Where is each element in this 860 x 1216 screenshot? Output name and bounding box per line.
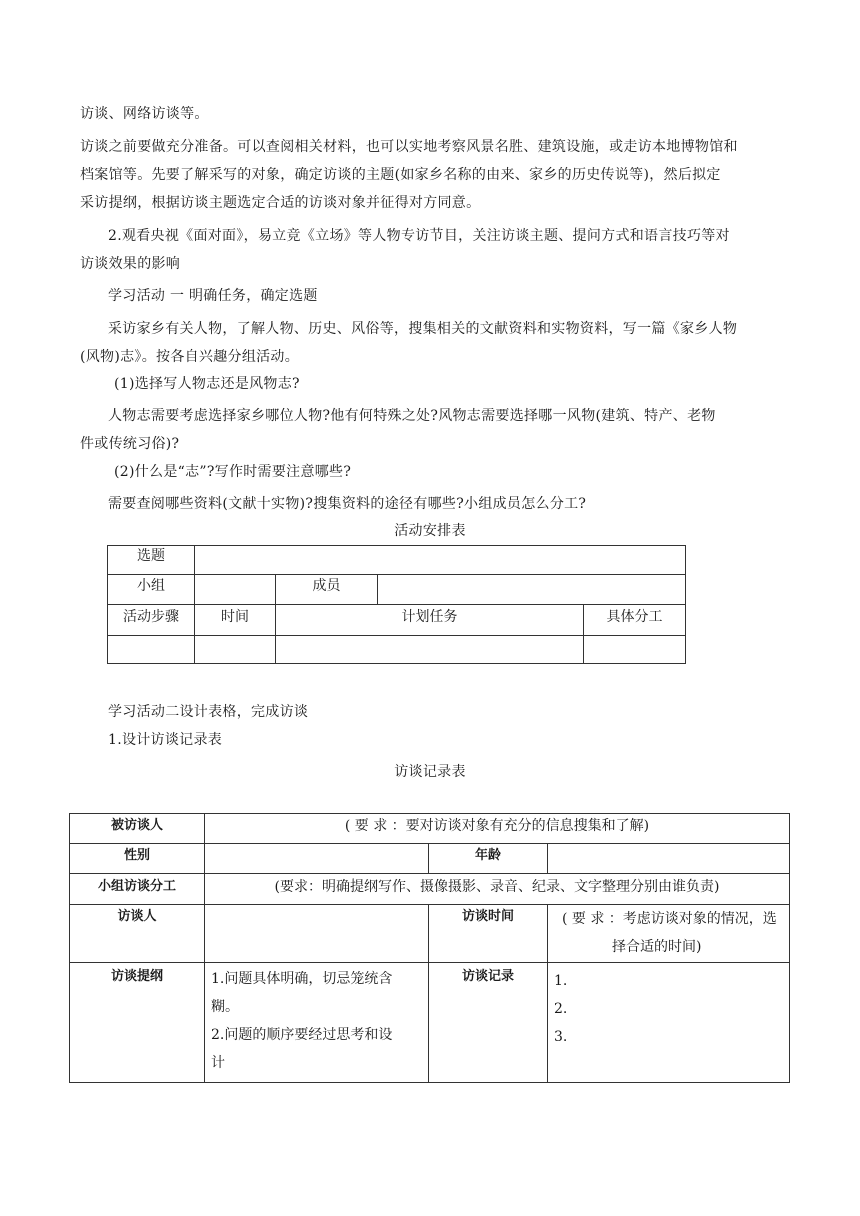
interviewee-requirement: ( 要 求 ：要对访谈对象有充分的信息搜集和了解) — [344, 818, 650, 834]
record-label: 访谈记录 — [461, 969, 514, 984]
plan-label: 计划任务 — [401, 609, 458, 625]
paragraph-line: 采访家乡有关人物，了解人物、历史、风俗等，搜集相关的文献资料和实物资料，写一篇《家乡人物 — [108, 321, 738, 337]
time-label-cell — [429, 905, 548, 963]
interviewee-label: 被访谈人 — [110, 818, 163, 833]
paragraph-line: 需要查阅哪些资料(文献十实物)?搜集资料的途径有哪些?小组成员怎么分工? — [108, 496, 587, 512]
table-title: 活动安排表 — [394, 523, 466, 539]
section-heading: 学习活动 一 明确任务，确定选题 — [108, 288, 318, 304]
outline-label-cell — [70, 963, 205, 1083]
age-label-cell — [429, 844, 548, 874]
paragraph-line: 访谈之前要做充分准备。可以查阅相关材料，也可以实地考察风景名胜、建筑设施，或走访本地博物馆和 — [80, 139, 738, 155]
group-label: 小组 — [137, 578, 165, 594]
outline-line: 2.问题的顺序要经过思考和设 — [211, 1027, 393, 1043]
age-value-cell[interactable] — [548, 844, 790, 874]
outline-label: 访谈提纲 — [110, 969, 163, 984]
paragraph-line: 2.观看央视《面对面》，易立竞《立场》等人物专访节目，关注访谈主题、提问方式和语言技巧等对 — [108, 228, 730, 244]
table-title: 访谈记录表 — [394, 764, 466, 780]
outline-value-cell[interactable] — [205, 963, 429, 1083]
interviewee-label-cell — [70, 814, 205, 844]
division-value-cell[interactable] — [584, 636, 686, 664]
record-item: 1. — [554, 973, 568, 989]
interview-time-label: 访谈时间 — [461, 909, 514, 924]
record-item: 3. — [554, 1029, 568, 1045]
group-label-cell — [108, 575, 195, 605]
paragraph-line: (1)选择写人物志还是风物志? — [114, 376, 300, 392]
paragraph-line: 件或传统习俗)? — [80, 436, 180, 452]
division-label-cell — [584, 605, 686, 636]
plan-label-cell — [276, 605, 584, 636]
time-req-cell[interactable] — [548, 905, 790, 963]
division-label: 小组访谈分工 — [97, 879, 176, 894]
paragraph-line: (2)什么是“志”?写作时需要注意哪些? — [114, 464, 352, 480]
time-value-cell[interactable] — [195, 636, 276, 664]
activity-table — [107, 545, 686, 664]
time-requirement-line: ( 要 求 ：考虑访谈对象的情况，选 — [562, 911, 777, 927]
paragraph-line: 人物志需要考虑选择家乡哪位人物?他有何特殊之处?风物志需要选择哪一风物(建筑、特产、老物 — [108, 408, 716, 424]
member-value-cell[interactable] — [378, 575, 686, 605]
division-label-cell — [70, 874, 205, 905]
outline-line: 计 — [211, 1055, 225, 1071]
section-heading: 学习活动二设计表格，完成访谈 — [108, 704, 309, 720]
paragraph-line: 访谈、网络访谈等。 — [80, 106, 209, 122]
topic-label-cell — [108, 546, 195, 575]
interviewer-label: 访谈人 — [117, 909, 157, 924]
time-requirement-line: 择合适的时间) — [612, 939, 702, 955]
age-label: 年龄 — [474, 848, 501, 863]
plan-value-cell[interactable] — [276, 636, 584, 664]
record-label-cell — [429, 963, 548, 1083]
outline-line: 1.问题具体明确，切忌笼统含 — [211, 971, 393, 987]
interviewee-req-cell[interactable] — [205, 814, 790, 844]
paragraph-line: (风物)志》。按各自兴趣分组活动。 — [80, 349, 300, 365]
outline-line: 糊。 — [211, 999, 239, 1015]
time-label-cell — [195, 605, 276, 636]
interview-record-table — [69, 813, 790, 1083]
paragraph-line: 档案馆等。先要了解采写的对象，确定访谈的主题(如家乡名称的由来、家乡的历史传说等)，然后拟定 — [80, 167, 721, 183]
gender-label-cell — [70, 844, 205, 874]
member-label-cell — [276, 575, 378, 605]
topic-label: 选题 — [137, 548, 165, 564]
interviewer-label-cell — [70, 905, 205, 963]
record-value-cell[interactable] — [548, 963, 790, 1083]
group-value-cell[interactable] — [195, 575, 276, 605]
paragraph-line: 采访提纲，根据访谈主题选定合适的访谈对象并征得对方同意。 — [80, 195, 481, 211]
steps-label: 活动步骤 — [123, 609, 179, 625]
paragraph-line: 1.设计访谈记录表 — [108, 732, 223, 748]
division-requirement: (要求：明确提纲写作、摄像摄影、录音、纪录、文字整理分别由谁负责) — [274, 879, 720, 895]
gender-value-cell[interactable] — [205, 844, 429, 874]
steps-label-cell — [108, 605, 195, 636]
topic-value-cell[interactable] — [195, 546, 686, 575]
time-label: 时间 — [221, 609, 249, 625]
steps-value-cell[interactable] — [108, 636, 195, 664]
member-label: 成员 — [312, 578, 341, 594]
division-label: 具体分工 — [606, 609, 663, 625]
gender-label: 性别 — [123, 848, 150, 863]
record-item: 2. — [554, 1001, 568, 1017]
division-req-cell[interactable] — [205, 874, 790, 905]
paragraph-line: 访谈效果的影响 — [80, 256, 181, 272]
interviewer-value-cell[interactable] — [205, 905, 429, 963]
